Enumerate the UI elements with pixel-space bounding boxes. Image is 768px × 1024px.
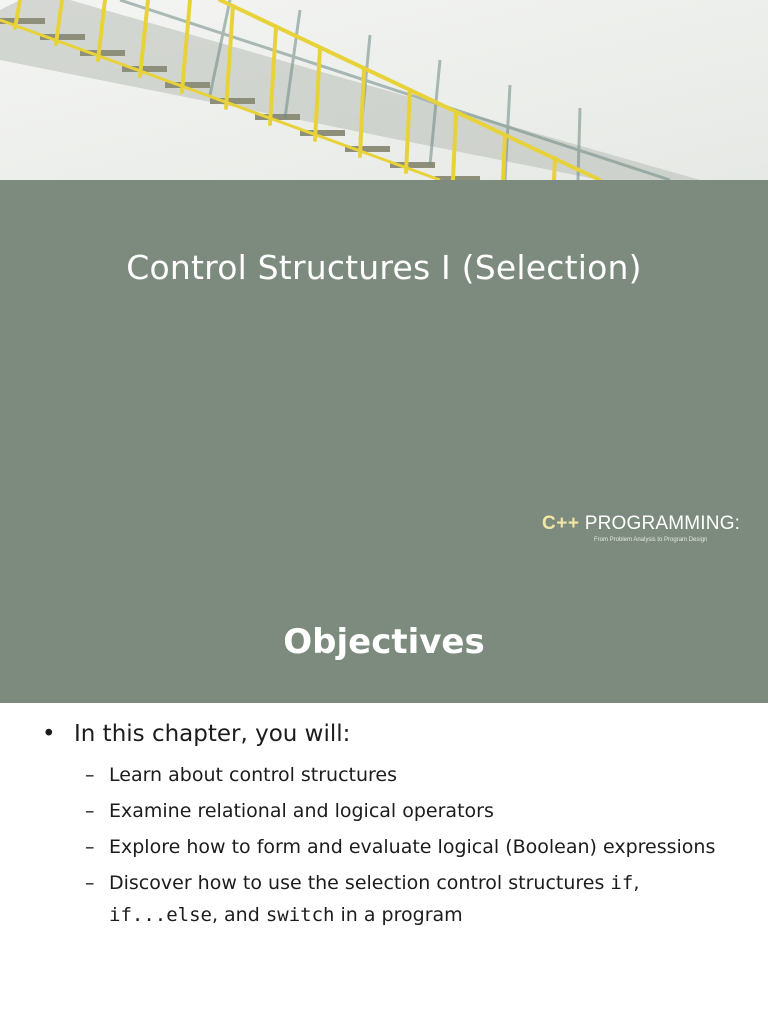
- staircase-photo: [0, 0, 768, 180]
- dash-icon: –: [85, 836, 95, 858]
- list-item-text: [109, 872, 639, 926]
- lead-text: In this chapter, you will:: [74, 721, 351, 747]
- logo-wordmark: [542, 513, 740, 535]
- list-item: [85, 867, 735, 931]
- list-item: [85, 831, 735, 863]
- dash-icon: –: [85, 872, 95, 894]
- objectives-list: [85, 759, 735, 935]
- dash-icon: –: [85, 764, 95, 786]
- staircase-illustration: [0, 0, 768, 180]
- bullet-dot-icon: •: [42, 721, 56, 747]
- slide-title: Control Structures I (Selection): [126, 248, 642, 287]
- objectives-body: [0, 703, 768, 1024]
- objectives-title: Objectives: [283, 622, 485, 662]
- title-panel: [0, 180, 768, 594]
- item-separator: , and: [211, 904, 266, 926]
- objectives-header: [0, 594, 768, 703]
- list-item: [85, 759, 735, 791]
- list-item-text: Examine relational and logical operators: [109, 800, 494, 822]
- book-logo: [542, 513, 752, 549]
- item-prefix: Discover how to use the selection control structures: [109, 872, 611, 894]
- dash-icon: –: [85, 800, 95, 822]
- logo-cpp: C++: [542, 513, 580, 534]
- code-if-else: if...else: [109, 904, 212, 926]
- logo-subtitle: From Problem Analysis to Program Design: [594, 537, 708, 543]
- list-item-text: Learn about control structures: [109, 764, 398, 786]
- code-if: if: [610, 872, 634, 894]
- code-switch: switch: [265, 904, 335, 926]
- list-item: [85, 795, 735, 827]
- item-suffix: in a program: [334, 904, 463, 926]
- list-item-text: Explore how to form and evaluate logical (Boolean) expressions: [109, 836, 716, 858]
- lead-bullet: [42, 719, 350, 749]
- logo-programming: PROGRAMMING:: [584, 513, 741, 534]
- item-separator: ,: [633, 872, 640, 894]
